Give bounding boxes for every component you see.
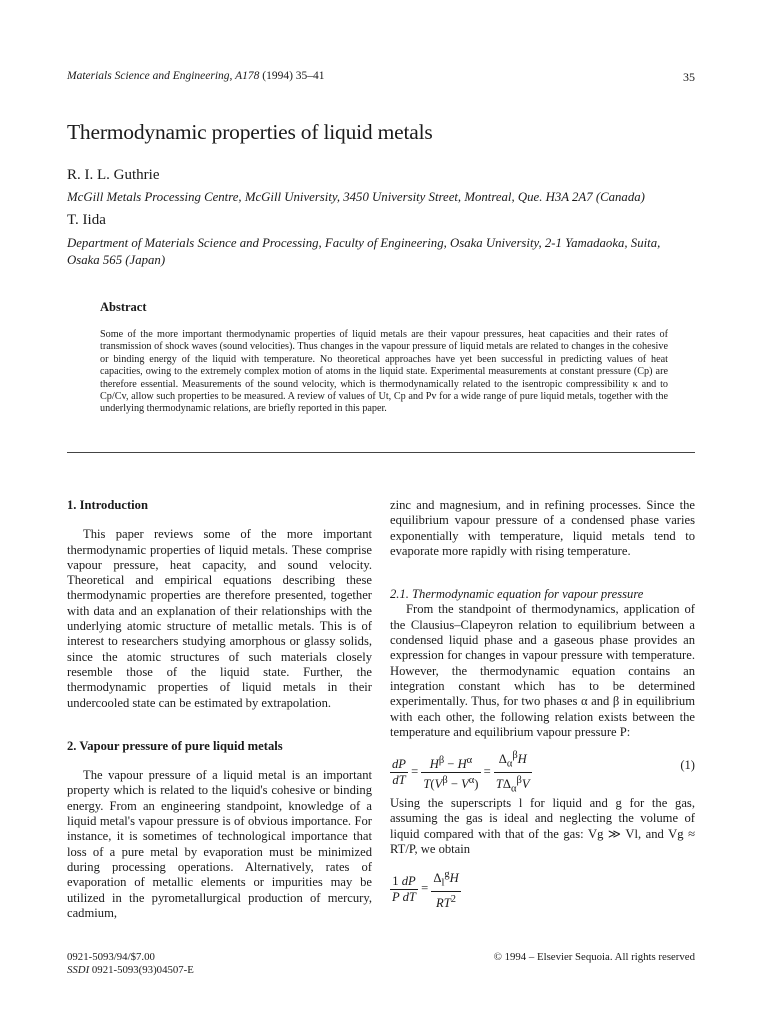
subsection-heading: 2.1. Thermodynamic equation for vapour pressure — [390, 587, 644, 602]
paragraph: zinc and magnesium, and in refining processes. Since the equilibrium vapour pressure of a condensed phase varies exponentially with temperature, liquid metals tend to evaporate more rapidly with rising temperature. — [390, 498, 695, 558]
paragraph: Using the superscripts l for liquid and g for the gas, assuming the gas is ideal and neglecting the volume of liquid compared with that of the gas: Vg ≫ Vl, and Vg ≈ RT/P, we obtain — [390, 796, 695, 857]
author-name: T. Iida — [67, 212, 106, 228]
section-heading: 1. Introduction — [67, 498, 148, 512]
equation-number: (1) — [680, 758, 695, 773]
author-name: R. I. L. Guthrie — [67, 167, 160, 183]
journal-citation: Materials Science and Engineering, A178 (1994) 35–41 — [67, 70, 325, 82]
equation-1: $\frac{dP}{dT}$ = $\frac{H^\beta - H^\alpha}{T(V^\beta - V^\alpha)}$ = $\frac{\Delta_\alpha^\beta H}{T\Delta_\alpha^\beta V}$ (1) — [392, 750, 695, 795]
paragraph: The vapour pressure of a liquid metal is an important property which is related to the liquid's cohesive or binding energy. From an engineering standpoint, knowledge of a liquid metal's vapour pressure is of obvious importance. For instance, it is sometimes of technological importance that loss of a pure metal by evaporation must be minimized during processing operations. Alternatively, rates of evaporation of metallic elements or impurities may be utilized in the pyrometallurgical production of mercury, cadmium, — [67, 768, 372, 920]
paragraph: From the standpoint of thermodynamics, application of the Clausius–Clapeyron relation to equilibrium between a condensed liquid phase and a gaseous phase provides an expression for changes in vapour pressure with temperature. However, the thermodynamic equation contains an integration constant which has to be determined experimentally. Thus, for two phases α and β in equilibrium with each other, the following relation exists between the temperature and equilibrium vapour pressure P: — [390, 602, 695, 739]
left-column — [67, 498, 372, 921]
equation-2: $\frac{1 dP}{\text{P dT}}$ = $\frac{\Delta_l^gH}{RT^2}$ — [392, 869, 459, 911]
author-affiliation: McGill Metals Processing Centre, McGill University, 3450 University Street, Montreal, Que. H3A 2A7 (Canada) — [67, 190, 645, 204]
copyright-notice: © 1994 – Elsevier Sequoia. All rights reserved — [493, 951, 695, 963]
paragraph: This paper reviews some of the more important thermodynamic properties of liquid metals. These comprise vapour pressure, heat capacity, and sound velocity. Theoretical and empirical equations describing these thermodynamic properties are therefore presented, together with data and an explanation of their relationships with the underlying atomic structure of metallic metals. This is of interest to researchers studying amorphous or glassy solids, since the atomic structures of such materials closely resemble those of the liquid state. Further, the thermodynamic properties of liquid metals in their undercooled state can be estimated by extrapolation. — [67, 527, 372, 710]
abstract-body: Some of the more important thermodynamic properties of liquid metals are their vapour pressures, heat capacities and their rates of transmission of shock waves (sound velocities). Thus changes in the vapour pressure of liquid metals are related to changes in the cohesive or binding energy of the liquid with temperature. No theoretical approaches have yet been successful in predicting values of heat capacities, owing to the extremely complex motion of atoms in the liquid state. Experimental measurements at constant pressure (Cp) are therefore essential. Measurements of the sound velocity, which is thermodynamically related to the isentropic compressibility κ and to Cp/Cv, allow such properties to be measured. A review of values of Ut, Cp and Pv for a wide range of pure liquid metals, together with the underlying thermodynamic relations, are briefly reported in this paper. — [100, 329, 668, 415]
section-divider — [67, 452, 695, 453]
abstract-heading: Abstract — [100, 300, 147, 314]
section-heading: 2. Vapour pressure of pure liquid metals — [67, 738, 283, 753]
paper-title: Thermodynamic properties of liquid metals — [67, 120, 433, 144]
page-number: 35 — [683, 70, 695, 84]
author-affiliation: Department of Materials Science and Processing, Faculty of Engineering, Osaka University, 2-1 Yamadaoka, Suita, Osaka 565 (Japan) — [67, 236, 661, 267]
footer-codes: 0921-5093/94/$7.00 SSDI 0921-5093(93)04507-E — [67, 951, 194, 976]
right-column — [390, 498, 695, 912]
